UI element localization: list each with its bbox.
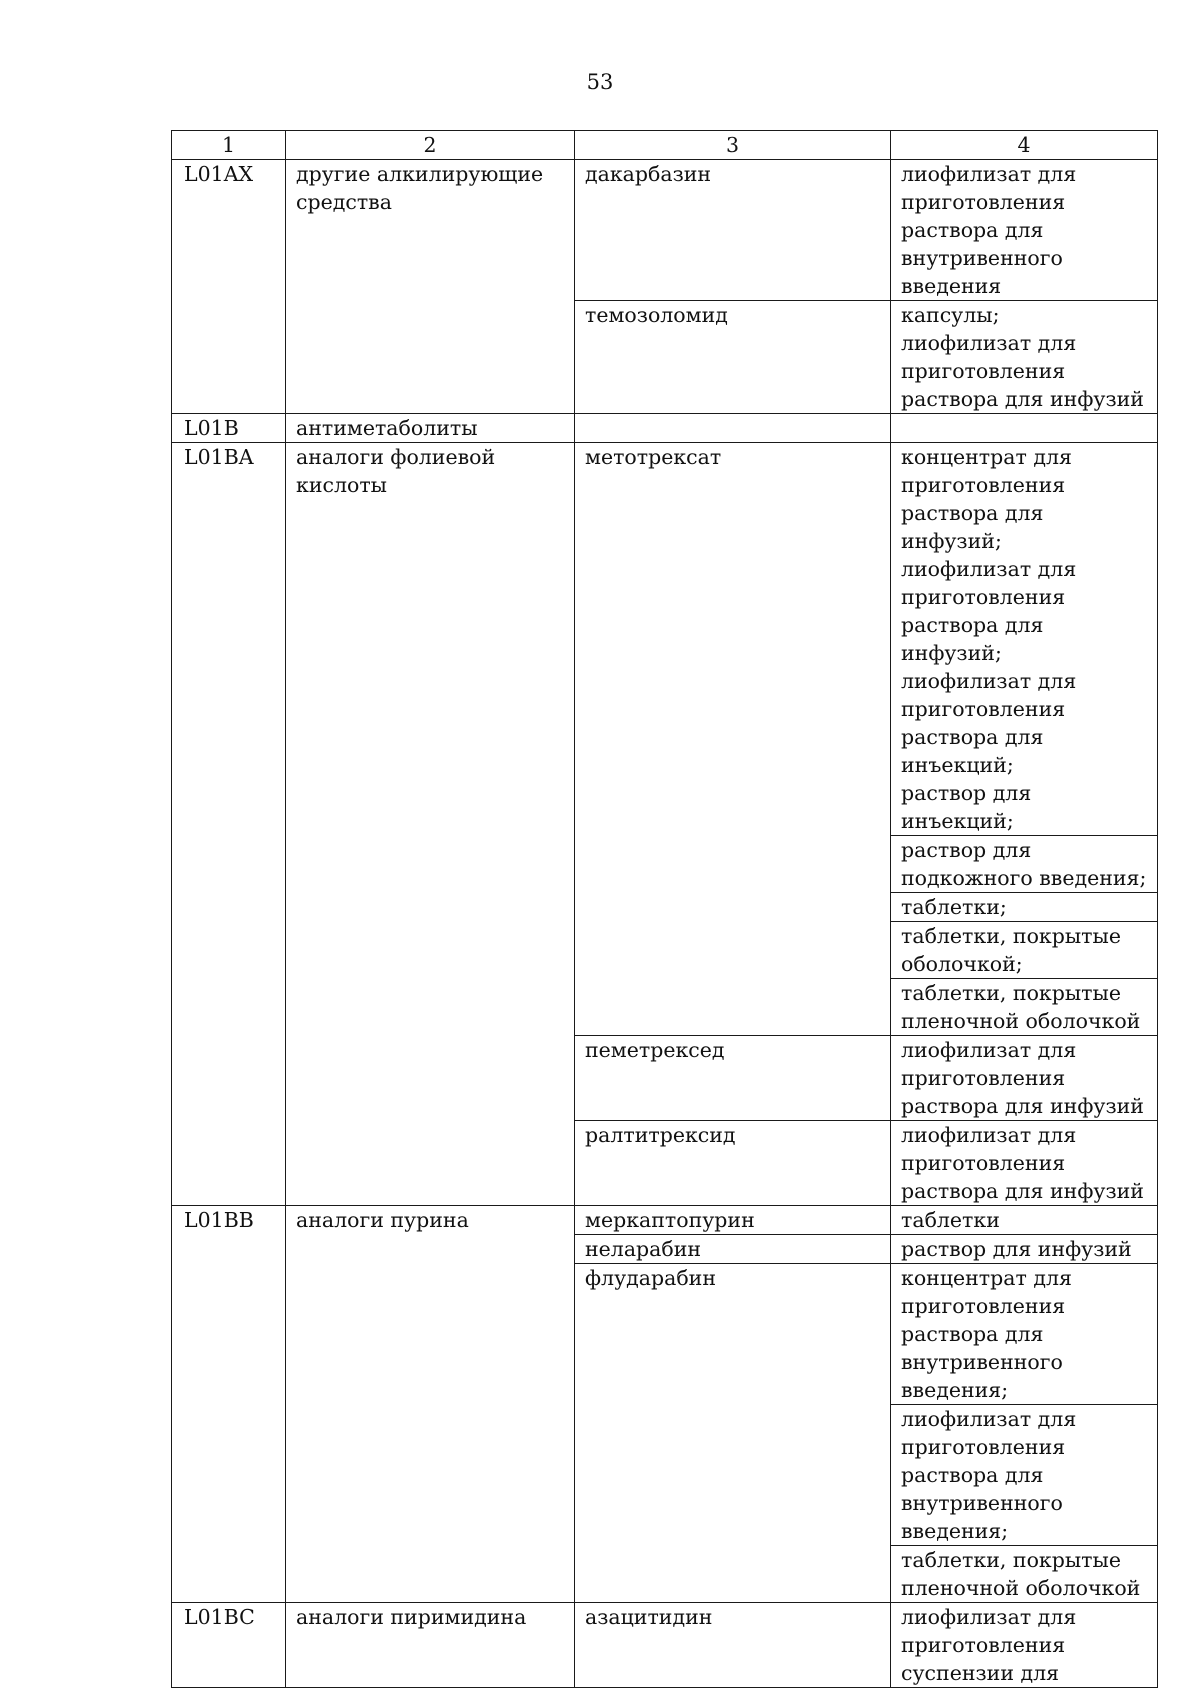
- table-row: [172, 414, 1158, 443]
- header-cell-1: 1: [172, 131, 286, 160]
- dosage-form-cell: раствор для подкожного введения;: [891, 836, 1158, 893]
- dosage-form-cell: лиофилизат для приготовления раствора для инфузий: [891, 1121, 1158, 1206]
- drug-name-cell: темозоломид: [575, 301, 891, 414]
- table-row: [172, 1206, 1158, 1235]
- dosage-form-cell: лиофилизат для приготовления раствора для внутривенного введения;: [891, 1405, 1158, 1546]
- dosage-form-cell: концентрат для приготовления раствора для инфузий; лиофилизат для приготовления раствора для инфузий; лиофилизат для приготовления раствора для инъекций; раствор для инъекций;: [891, 443, 1158, 836]
- header-row: [172, 131, 1158, 160]
- drug-name-cell: [575, 414, 891, 443]
- page-number: 53: [586, 70, 614, 94]
- dosage-form-cell: таблетки, покрытые пленочной оболочкой: [891, 979, 1158, 1036]
- drug-name-cell: дакарбазин: [575, 160, 891, 301]
- drug-name-cell: метотрексат: [575, 443, 891, 1036]
- header-cell-3: 3: [575, 131, 891, 160]
- atc-group-name-cell: аналоги пиримидина: [286, 1603, 575, 1688]
- atc-code-cell: L01BB: [172, 1206, 286, 1603]
- dosage-form-cell: раствор для инфузий: [891, 1235, 1158, 1264]
- drug-name-cell: меркаптопурин: [575, 1206, 891, 1235]
- dosage-form-cell: таблетки, покрытые пленочной оболочкой: [891, 1546, 1158, 1603]
- dosage-form-cell: [891, 414, 1158, 443]
- atc-code-cell: L01B: [172, 414, 286, 443]
- header-cell-2: 2: [286, 131, 575, 160]
- dosage-form-cell: лиофилизат для приготовления раствора для внутривенного введения: [891, 160, 1158, 301]
- atc-code-cell: L01AX: [172, 160, 286, 414]
- drug-name-cell: флударабин: [575, 1264, 891, 1603]
- table-row: [172, 1603, 1158, 1688]
- atc-group-name-cell: аналоги пурина: [286, 1206, 575, 1603]
- atc-group-name-cell: аналоги фолиевой кислоты: [286, 443, 575, 1206]
- table-body: [172, 131, 1158, 1688]
- drug-name-cell: ралтитрексид: [575, 1121, 891, 1206]
- medication-table: [171, 130, 1158, 1688]
- atc-group-name-cell: другие алкилирующие средства: [286, 160, 575, 414]
- dosage-form-cell: таблетки, покрытые оболочкой;: [891, 922, 1158, 979]
- atc-group-name-cell: антиметаболиты: [286, 414, 575, 443]
- table-row: [172, 160, 1158, 301]
- drug-name-cell: пеметрексед: [575, 1036, 891, 1121]
- dosage-form-cell: лиофилизат для приготовления раствора для инфузий: [891, 1036, 1158, 1121]
- drug-name-cell: неларабин: [575, 1235, 891, 1264]
- drug-name-cell: азацитидин: [575, 1603, 891, 1688]
- dosage-form-cell: лиофилизат для приготовления суспензии для: [891, 1603, 1158, 1688]
- dosage-form-cell: капсулы; лиофилизат для приготовления раствора для инфузий: [891, 301, 1158, 414]
- dosage-form-cell: таблетки: [891, 1206, 1158, 1235]
- table-row: [172, 443, 1158, 836]
- header-cell-4: 4: [891, 131, 1158, 160]
- dosage-form-cell: таблетки;: [891, 893, 1158, 922]
- dosage-form-cell: концентрат для приготовления раствора для внутривенного введения;: [891, 1264, 1158, 1405]
- atc-code-cell: L01BA: [172, 443, 286, 1206]
- atc-code-cell: L01BC: [172, 1603, 286, 1688]
